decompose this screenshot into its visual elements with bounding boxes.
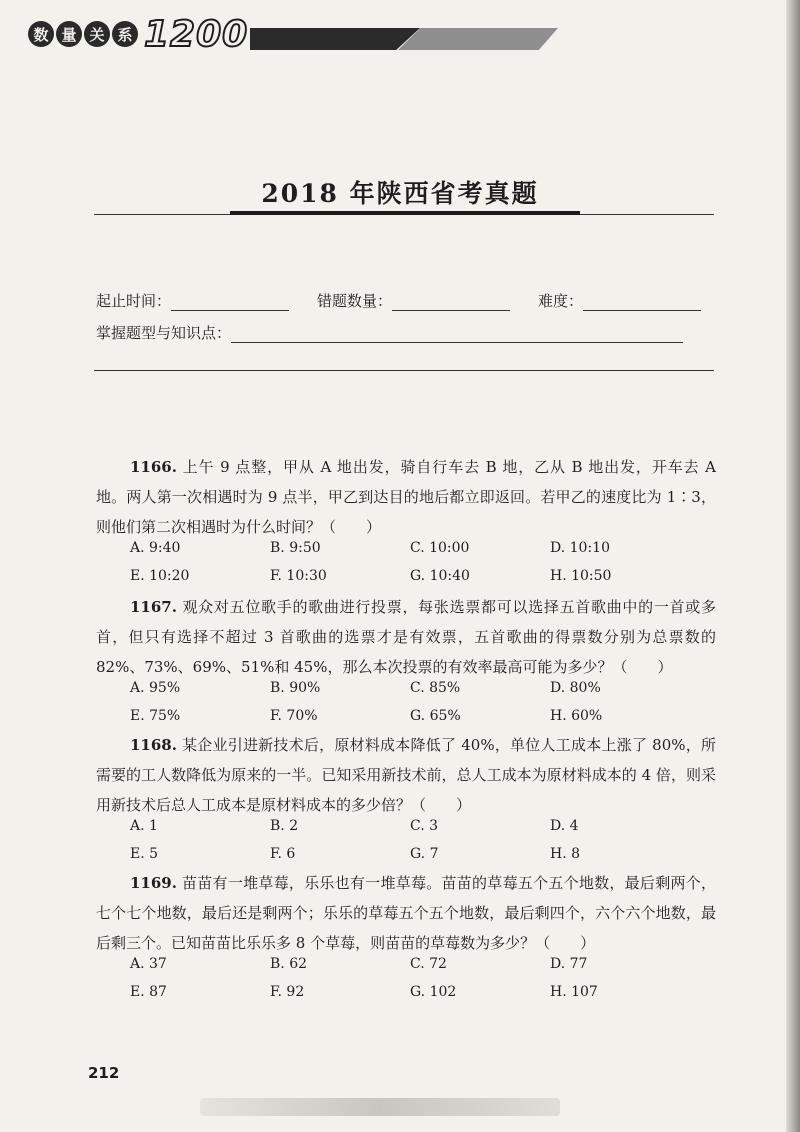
option: C. 3 <box>410 818 439 834</box>
options-row <box>130 540 690 556</box>
options-row <box>130 568 690 584</box>
option: H. 8 <box>550 846 581 862</box>
exam-title: 2018 年陕西省考真题 <box>261 179 539 208</box>
option: E. 5 <box>130 846 159 862</box>
difficulty-blank[interactable] <box>583 294 701 311</box>
series-char: 量 <box>56 21 82 47</box>
option: F. 70% <box>270 708 318 724</box>
question-number: 1168. <box>130 736 177 754</box>
question-text: 上午 9 点整，甲从 A 地出发，骑自行车去 B 地，乙从 B 地出发，开车去 A 地。两人第一次相遇时为 9 点半，甲乙到达目的地后都立即返回。若甲乙的速度比为 1∶3，则他们第二次相遇时为什么时间？（ ） <box>96 458 716 536</box>
option: A. 1 <box>130 818 158 834</box>
knowledge-blank[interactable] <box>231 326 683 343</box>
option: D. 4 <box>550 818 579 834</box>
option: C. 85% <box>410 680 461 696</box>
options-row <box>130 708 690 724</box>
book-header <box>0 12 800 64</box>
series-char: 系 <box>112 21 138 47</box>
error-count-label: 错题数量： <box>317 292 393 310</box>
option: E. 75% <box>130 708 181 724</box>
series-title <box>28 12 248 56</box>
option: A. 9:40 <box>130 540 181 556</box>
option: B. 2 <box>270 818 299 834</box>
question-text: 某企业引进新技术后，原材料成本降低了 40%，单位人工成本上涨了 80%，所需要的工人数降低为原来的一半。已知采用新技术前，总人工成本为原材料成本的 4 倍，则采用新技术后总人工成本是原材料成本的多少倍？（ ） <box>96 736 716 814</box>
option: F. 92 <box>270 984 305 1000</box>
question-stem <box>96 592 716 682</box>
option: C. 72 <box>410 956 447 972</box>
option: F. 6 <box>270 846 296 862</box>
option: F. 10:30 <box>270 568 327 584</box>
start-end-time-blank[interactable] <box>171 294 289 311</box>
option: H. 107 <box>550 984 598 1000</box>
option: G. 102 <box>410 984 457 1000</box>
series-number: 1200 <box>144 13 249 55</box>
option: G. 10:40 <box>410 568 470 584</box>
page-edge-shadow <box>786 0 800 1132</box>
option: H. 10:50 <box>550 568 612 584</box>
question-stem <box>96 868 716 958</box>
option: D. 80% <box>550 680 601 696</box>
option: D. 10:10 <box>550 540 610 556</box>
option: E. 87 <box>130 984 167 1000</box>
knowledge-row <box>96 322 683 343</box>
option: G. 7 <box>410 846 439 862</box>
option: D. 77 <box>550 956 588 972</box>
title-rule-accent <box>230 211 580 215</box>
page-number: 212 <box>88 1064 120 1082</box>
option: A. 37 <box>130 956 167 972</box>
record-row <box>96 290 701 311</box>
question-number: 1169. <box>130 874 177 892</box>
series-char: 数 <box>28 21 54 47</box>
option: G. 65% <box>410 708 461 724</box>
option: B. 9:50 <box>270 540 321 556</box>
question-stem <box>96 730 716 820</box>
options-row <box>130 680 690 696</box>
question-stem <box>96 452 716 542</box>
knowledge-blank-line[interactable] <box>94 370 714 371</box>
option: E. 10:20 <box>130 568 190 584</box>
options-row <box>130 818 690 834</box>
option: A. 95% <box>130 680 181 696</box>
start-end-time-label: 起止时间： <box>96 292 172 310</box>
question-text: 观众对五位歌手的歌曲进行投票，每张选票都可以选择五首歌曲中的一首或多首，但只有选择不超过 3 首歌曲的选票才是有效票，五首歌曲的得票数分别为总票数的 82%、73%、69%、51%和 45%，那么本次投票的有效率最高可能为多少？（ ） <box>96 598 716 676</box>
scan-shadow <box>200 1098 560 1116</box>
question-number: 1167. <box>130 598 177 616</box>
option: B. 62 <box>270 956 308 972</box>
option: B. 90% <box>270 680 321 696</box>
option: C. 10:00 <box>410 540 470 556</box>
options-row <box>130 846 690 862</box>
difficulty-label: 难度： <box>538 292 584 310</box>
question-text: 苗苗有一堆草莓，乐乐也有一堆草莓。苗苗的草莓五个五个地数，最后剩两个，七个七个地数，最后还是剩两个；乐乐的草莓五个五个地数，最后剩四个，六个六个地数，最后剩三个。已知苗苗比乐乐多 8 个草莓，则苗苗的草莓数为多少？（ ） <box>96 874 716 952</box>
question-number: 1166. <box>130 458 177 476</box>
options-row <box>130 984 690 1000</box>
option: H. 60% <box>550 708 603 724</box>
header-dark-stripe <box>250 28 420 50</box>
options-row <box>130 956 690 972</box>
series-char: 关 <box>84 21 110 47</box>
knowledge-label: 掌握题型与知识点： <box>96 324 232 342</box>
header-grey-stripe <box>398 28 558 50</box>
error-count-blank[interactable] <box>392 294 510 311</box>
